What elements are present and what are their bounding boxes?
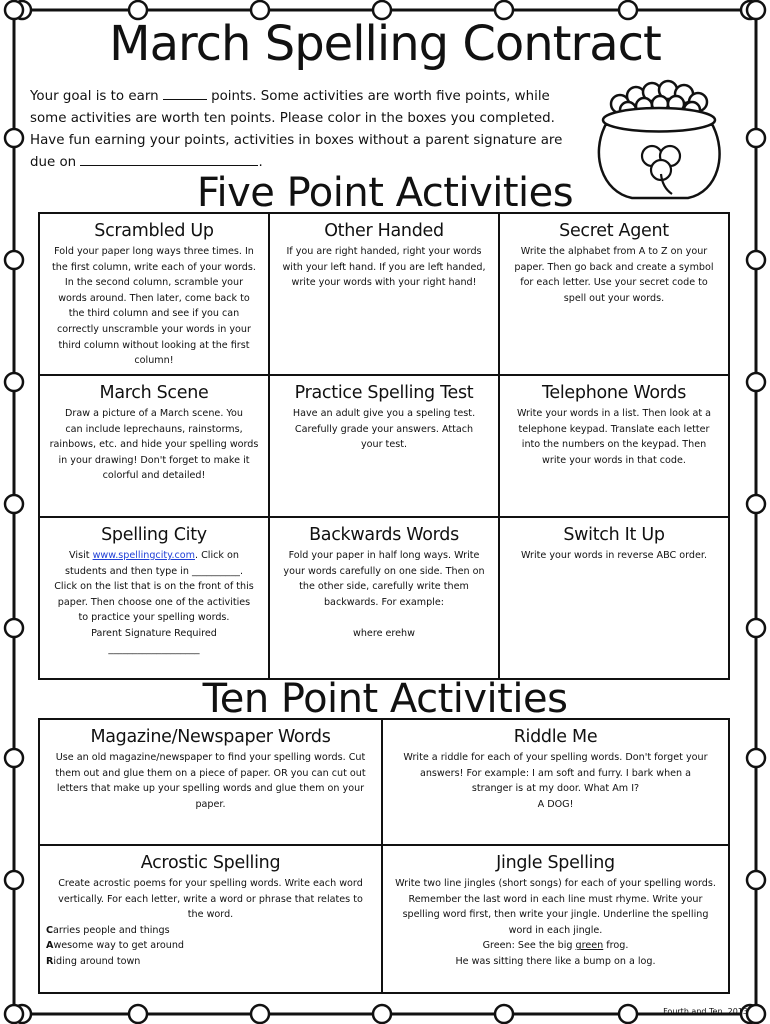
- desc-line: Parent Signature Required: [91, 627, 217, 639]
- intro-line4: due on: [30, 155, 77, 170]
- desc-line: Remember the last word in each line must rhyme. Write your: [408, 893, 703, 905]
- desc-line: Fold your paper in half long ways. Write: [288, 550, 480, 561]
- desc-line: A DOG!: [537, 798, 574, 810]
- activity-title: Acrostic Spelling: [140, 853, 281, 873]
- border-ring: [5, 749, 23, 767]
- desc-line: for each letter. Use your secret code to: [520, 277, 708, 289]
- border-ring: [5, 251, 23, 269]
- activity-title: Other Handed: [324, 221, 444, 241]
- desc-line: them out and glue them on a piece of paper. OR you can cut out: [55, 767, 366, 779]
- spellingcity-link[interactable]: www.spellingcity.com: [92, 550, 195, 561]
- page-title: March Spelling Contract: [109, 16, 661, 72]
- border-ring: [747, 749, 765, 767]
- activity-title: Spelling City: [101, 525, 207, 545]
- five-point-grid: [38, 212, 730, 680]
- desc-line: Draw a picture of a March scene. You: [65, 408, 243, 419]
- border-ring: [747, 495, 765, 513]
- ten-point-grid: [38, 718, 730, 994]
- desc-line: Write your words in a list. Then look at a: [516, 408, 712, 419]
- desc-line: Write the alphabet from A to Z on your: [520, 246, 708, 257]
- activity-secret-agent[interactable]: [499, 213, 729, 375]
- desc-line: spell out your words.: [563, 292, 665, 304]
- border-ring: [619, 1005, 637, 1023]
- desc-line: Write two line jingles (short songs) for each of your spelling words.: [395, 878, 716, 889]
- desc-line: spelling word first, then write your jingle. Underline the spelling: [402, 909, 709, 921]
- intro-text: Your goal is to earn points. Some activities are worth five points, while some activities are worth ten points. Please color in the boxes you completed. Have fun earning your points, activities in boxes without a parent signature are due on .: [30, 86, 590, 174]
- desc-line: words around. Then later, come back to: [58, 292, 250, 304]
- activity-title: Magazine/Newspaper Words: [90, 727, 331, 747]
- border-ring: [747, 373, 765, 391]
- desc-line: with your left hand. If you are left handed,: [282, 261, 486, 273]
- activity-acrostic-spelling[interactable]: [39, 845, 382, 993]
- activity-magazine-newspaper-words[interactable]: [39, 719, 382, 845]
- activity-title: Backwards Words: [309, 525, 459, 545]
- desc-line: In the second column, scramble your: [64, 277, 244, 289]
- visit-text: Visit: [69, 550, 90, 561]
- border-ring: [747, 251, 765, 269]
- desc-line: stranger is at my door. What Am I?: [471, 783, 640, 795]
- jingle-example-line1: Green: See the big green frog.: [482, 940, 629, 952]
- desc-line: telephone keypad. Translate each letter: [518, 423, 710, 435]
- activity-desc: [506, 244, 722, 306]
- intro-line1a: Your goal is to earn: [30, 89, 159, 104]
- activity-title: Secret Agent: [559, 221, 669, 241]
- activity-desc: [46, 548, 262, 657]
- activity-title: Telephone Words: [541, 383, 687, 403]
- activity-desc: [46, 876, 375, 970]
- desc-line: column!: [134, 355, 174, 367]
- jingle-example-line2: He was sitting there like a bump on a log.: [455, 955, 656, 967]
- ten-point-heading: Ten Point Activities: [202, 676, 568, 722]
- desc-line: Write a riddle for each of your spelling words. Don't forget your: [403, 752, 708, 763]
- activity-jingle-spelling[interactable]: [382, 845, 729, 993]
- footer-credit: Fourth and Ten, 2013: [663, 1007, 748, 1016]
- spelling-city-lines: [46, 564, 262, 658]
- desc-line: paper.: [195, 798, 226, 810]
- desc-line: in your drawing! Don't forget to make it: [58, 454, 250, 466]
- desc-line: Click on the list that is on the front of this: [54, 581, 254, 593]
- desc-line: correctly unscramble your words in your: [57, 323, 251, 335]
- acrostic-intro: [46, 876, 375, 923]
- desc-line: the first column, write each of your words.: [52, 261, 256, 273]
- desc-line: backwards. For example:: [323, 596, 445, 608]
- desc-line: to practice your spelling words.: [78, 612, 230, 624]
- desc-line: letters that make up your spelling words and glue them on your: [56, 783, 365, 795]
- activity-other-handed[interactable]: [269, 213, 499, 375]
- desc-line: into the numbers on the keypad. Then: [521, 439, 707, 451]
- acrostic-line: Carries people and things: [46, 924, 170, 936]
- activity-desc: [46, 244, 262, 369]
- border-ring: [251, 1005, 269, 1023]
- desc-line: the word.: [187, 909, 234, 921]
- activity-title: Practice Spelling Test: [294, 383, 474, 403]
- activity-switch-it-up[interactable]: [499, 517, 729, 679]
- border-ring: [5, 619, 23, 637]
- border-ring: [5, 1005, 23, 1023]
- activity-title: Scrambled Up: [94, 221, 214, 241]
- activity-backwards-words[interactable]: [269, 517, 499, 679]
- activity-riddle-me[interactable]: [382, 719, 729, 845]
- activity-title: Switch It Up: [563, 525, 665, 545]
- jingle-intro: [389, 876, 722, 938]
- desc-line: your test.: [360, 439, 408, 451]
- activity-title: Jingle Spelling: [496, 853, 615, 873]
- activity-practice-spelling-test[interactable]: [269, 375, 499, 517]
- activity-desc: [46, 406, 262, 484]
- border-ring: [5, 373, 23, 391]
- desc-line: ___________________: [108, 643, 200, 655]
- acrostic-example: [46, 923, 375, 970]
- desc-line: can include leprechauns, rainstorms,: [65, 423, 243, 435]
- border-ring: [747, 1005, 765, 1023]
- intro-line3: Have fun earning your points, activities in boxes without a parent signature are: [30, 133, 563, 148]
- desc-line: Write your words in reverse ABC order.: [520, 550, 707, 561]
- desc-line: rainbows, etc. and hide your spelling words: [49, 439, 259, 451]
- desc-line: the third column and see if you can: [68, 308, 240, 320]
- desc-line: answers! For example: I am soft and furry. I bark when a: [419, 767, 692, 779]
- border-ring: [747, 129, 765, 147]
- desc-line: the other side, carefully write them: [299, 581, 469, 593]
- five-point-heading: Five Point Activities: [196, 170, 574, 216]
- points-blank[interactable]: [163, 86, 207, 100]
- desc-line: [276, 610, 492, 626]
- desc-line: Create acrostic poems for your spelling words. Write each word: [58, 878, 363, 889]
- border-ring: [373, 1005, 391, 1023]
- activity-title: March Scene: [99, 383, 209, 403]
- activity-scrambled-up[interactable]: [39, 213, 269, 375]
- border-ring: [129, 1005, 147, 1023]
- border-ring: [495, 1005, 513, 1023]
- activity-desc: [506, 406, 722, 468]
- desc-line: Carefully grade your answers. Attach: [294, 423, 474, 435]
- activity-desc: [276, 548, 492, 642]
- desc-line: where erehw: [353, 627, 415, 639]
- desc-line: write your words in that code.: [542, 454, 686, 466]
- desc-line: colorful and detailed!: [102, 470, 206, 482]
- border-ring: [747, 619, 765, 637]
- activity-title: Riddle Me: [513, 727, 598, 747]
- intro-line2: some activities are worth ten points. Please color in the boxes you completed.: [30, 111, 555, 126]
- desc-line: vertically. For each letter, write a word or phrase that relates to: [58, 893, 363, 905]
- border-ring: [5, 871, 23, 889]
- activity-desc: [506, 548, 722, 564]
- desc-line: paper. Then go back and create a symbol: [514, 261, 714, 273]
- activity-desc: [389, 876, 722, 970]
- desc-line: your words carefully on one side. Then on: [283, 565, 485, 577]
- activity-desc: [276, 244, 492, 291]
- activity-desc: [276, 406, 492, 453]
- desc-line: students and then type in __________.: [65, 565, 243, 577]
- intro-line1b: points. Some activities are worth five points, while: [211, 89, 550, 104]
- desc-line: third column without looking at the first: [58, 339, 250, 351]
- due-date-blank[interactable]: [80, 152, 258, 166]
- desc-line: Fold your paper long ways three times. In: [54, 246, 254, 257]
- border-ring: [5, 129, 23, 147]
- desc-line: Use an old magazine/newspaper to find your spelling words. Cut: [55, 752, 366, 763]
- border-ring: [747, 871, 765, 889]
- activity-march-scene[interactable]: [39, 375, 269, 517]
- activity-telephone-words[interactable]: [499, 375, 729, 517]
- desc-line: word in each jingle.: [508, 924, 603, 936]
- after-link-text: . Click on: [194, 550, 239, 561]
- activity-desc: [389, 750, 722, 812]
- desc-line: paper. Then choose one of the activities: [57, 596, 251, 608]
- activity-desc: [46, 750, 375, 812]
- acrostic-line: Riding around town: [46, 955, 141, 967]
- desc-line: Have an adult give you a speling test.: [292, 408, 476, 419]
- acrostic-line: Awesome way to get around: [46, 940, 185, 952]
- desc-line: write your words with your right hand!: [291, 277, 477, 289]
- activity-spelling-city[interactable]: [39, 517, 269, 679]
- border-ring: [5, 495, 23, 513]
- desc-line: If you are right handed, right your words: [286, 246, 482, 257]
